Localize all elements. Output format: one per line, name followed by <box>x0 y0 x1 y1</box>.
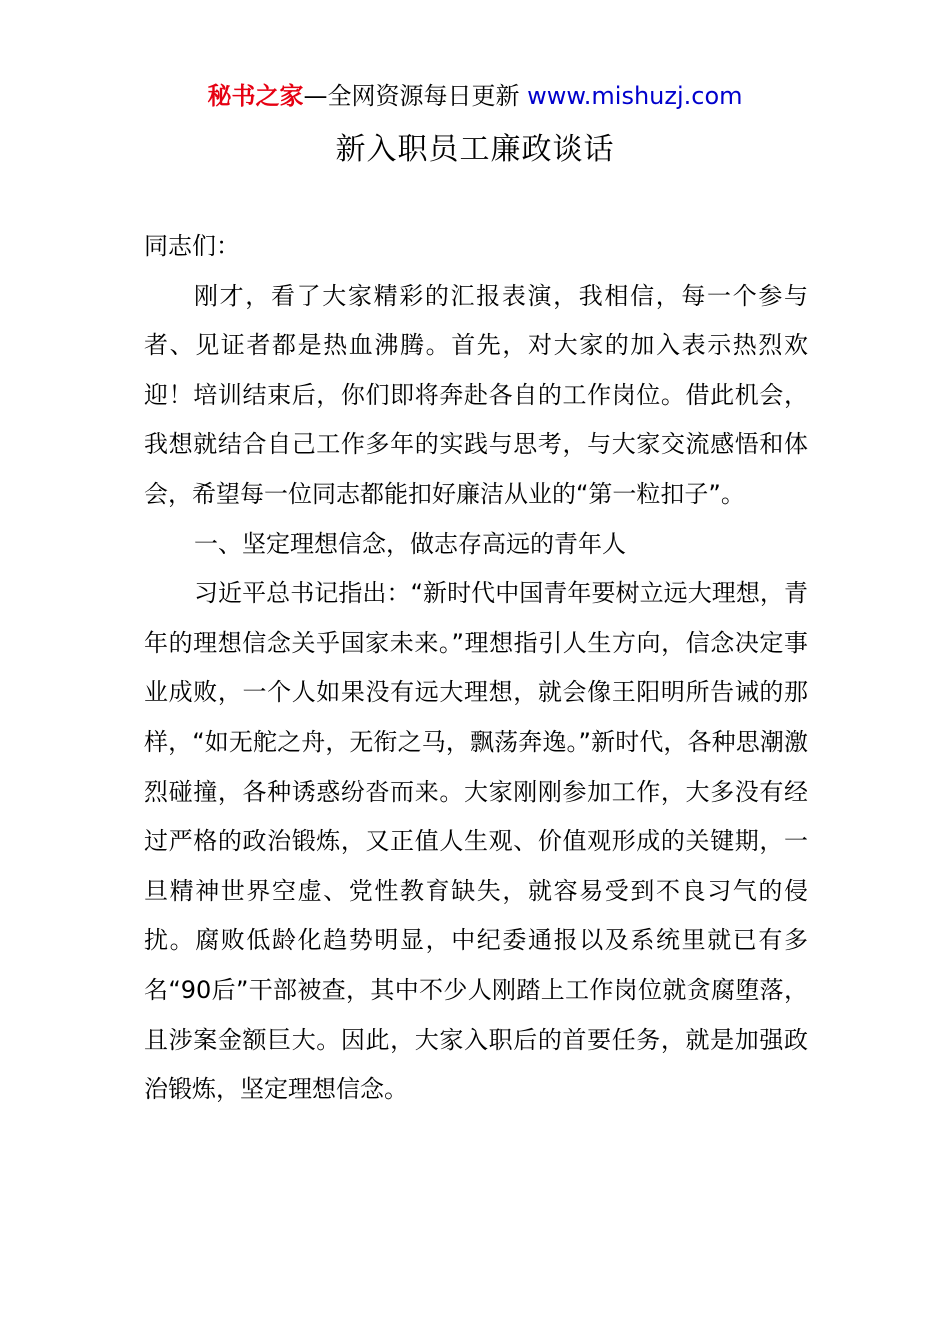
brand-name: 秘书之家 <box>207 82 304 110</box>
section-heading: 一、坚定理想信念，做志存高远的青年人 <box>194 529 626 558</box>
paragraph-opening: 刚才，看了大家精彩的汇报表演，我相信，每一个参与者、见证者都是热血沸腾。首先，对大家的加入表示热烈欢迎！培训结束后，你们即将奔赴各自的工作岗位。借此机会，我想就结合自己工作多年的实践与思考，与大家交流感悟和体会，希望每一位同志都能扣好廉洁从业的“第一粒扣子”。 <box>144 281 808 508</box>
banner-tagline: —全网资源每日更新 <box>303 82 520 110</box>
salutation: 同志们： <box>144 232 240 260</box>
document-body <box>144 222 808 1115</box>
site-url-link[interactable]: www.mishuzj.com <box>527 82 743 110</box>
site-banner <box>0 80 950 112</box>
document-title: 新入职员工廉政谈话 <box>335 132 615 167</box>
paragraph-ideals: 习近平总书记指出：“新时代中国青年要树立远大理想，青年的理想信念关乎国家未来。”理想指引人生方向，信念决定事业成败，一个人如果没有远大理想，就会像王阳明所告诫的那样，“如无舵之舟，无衔之马，飘荡奔逸。”新时代，各种思潮激烈碰撞，各种诱惑纷沓而来。大家刚刚参加工作，大多没有经过严格的政治锻炼，又正值人生观、价值观形成的关键期，一旦精神世界空虚、党性教育缺失，就容易受到不良习气的侵扰。腐败低龄化趋势明显，中纪委通报以及系统里就已有多名“90后”干部被查，其中不少人刚踏上工作岗位就贪腐堕落，且涉案金额巨大。因此，大家入职后的首要任务，就是加强政治锻炼，坚定理想信念。 <box>144 579 808 1104</box>
